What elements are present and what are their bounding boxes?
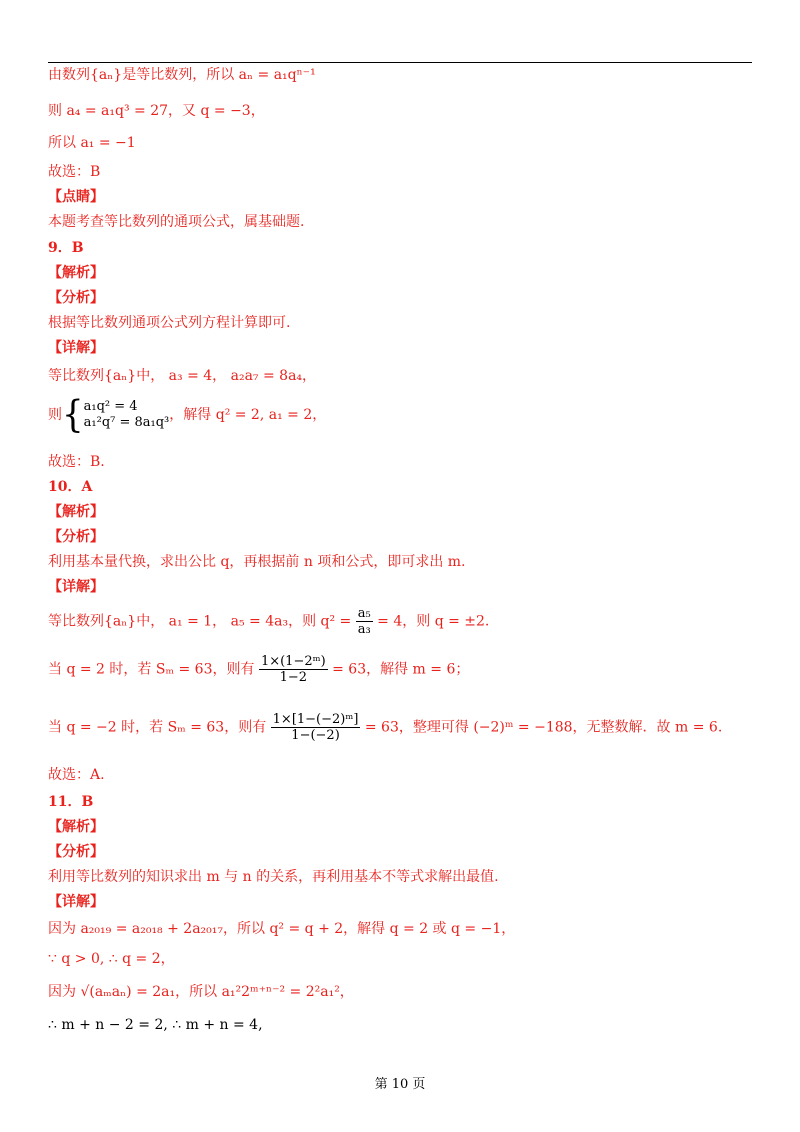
line-2	[48, 102, 265, 120]
line-22-part-a: 当 q = −2 时，若 Sₘ = 63，则有	[48, 719, 267, 736]
line-20	[48, 606, 489, 637]
question-10-answer: 10．A	[48, 479, 93, 495]
line-2-part-b: 又 q = −3，	[182, 103, 265, 119]
line-13-suffix: ，解得 q² = 2, a₁ = 2，	[169, 407, 327, 423]
section-xiangjie-11: 【详解】	[48, 894, 104, 910]
fraction-denominator: a₃	[357, 622, 371, 637]
section-dianjing: 【点睛】	[48, 189, 104, 205]
line-22-part-b: = 63，整理可得 (−2)ᵐ = −188，无整数解．故 m = 6.	[364, 719, 723, 736]
section-fenxi-10: 【分析】	[48, 529, 104, 545]
question-11-answer: 11．B	[48, 794, 94, 810]
line-32: ∴ m + n − 2 = 2, ∴ m + n = 4,	[48, 1017, 263, 1033]
fraction-sum-qneg2	[271, 712, 361, 743]
fraction-denominator: 1−2	[279, 670, 308, 685]
line-21-part-a: 当 q = 2 时，若 Sₘ = 63，则有	[48, 661, 255, 678]
line-22	[48, 712, 722, 743]
line-3: 所以 a₁ = −1	[48, 135, 136, 151]
line-18: 利用基本量代换，求出公比 q，再根据前 n 项和公式，即可求出 m.	[48, 554, 466, 570]
line-2-part-a: 则 a₄ = a₁q³ = 27，	[48, 103, 183, 119]
system-eq-1: a₁q² = 4	[83, 399, 138, 414]
fraction-numerator: 1×(1−2ᵐ)	[260, 654, 326, 669]
line-23: 故选：A.	[48, 767, 105, 783]
line-21	[48, 654, 469, 685]
line-13-prefix: 则	[48, 407, 62, 423]
fraction-sum-q2	[259, 654, 328, 685]
line-20-part-a: 等比数列{aₙ}中， a₁ = 1， a₅ = 4a₃，则 q² =	[48, 613, 352, 630]
line-1: 由数列{aₙ}是等比数列，所以 aₙ = a₁qⁿ⁻¹	[48, 67, 316, 83]
header-rule	[48, 62, 752, 63]
fraction-denominator: 1−(−2)	[291, 728, 340, 743]
line-30: ∵ q > 0, ∴ q = 2，	[48, 951, 175, 967]
line-12: 等比数列{aₙ}中， a₃ = 4， a₂a₇ = 8a₄，	[48, 368, 317, 384]
section-jiexi-11: 【解析】	[48, 819, 104, 835]
line-14: 故选：B.	[48, 454, 105, 470]
line-20-part-b: = 4，则 q = ±2.	[377, 613, 490, 630]
section-jiexi-10: 【解析】	[48, 504, 104, 520]
line-4: 故选：B	[48, 164, 101, 180]
fraction-numerator: a₅	[357, 606, 371, 621]
line-29: 因为 a₂₀₁₉ = a₂₀₁₈ + 2a₂₀₁₇，所以 q² = q + 2，解得 q = 2 或 q = −1，	[48, 921, 516, 937]
section-xiangjie-9: 【详解】	[48, 340, 104, 356]
equation-system	[84, 399, 170, 431]
question-9-answer: 9．B	[48, 240, 84, 256]
left-brace: {	[62, 393, 84, 437]
line-31: 因为 √(aₘaₙ) = 2a₁，所以 a₁²2ᵐ⁺ⁿ⁻² = 2²a₁²，	[48, 984, 354, 1000]
line-13-system	[48, 393, 327, 442]
system-eq-2: a₁²q⁷ = 8a₁q³	[83, 415, 170, 430]
page-number: 第 10 页	[374, 1077, 426, 1092]
line-27: 利用等比数列的知识求出 m 与 n 的关系，再利用基本不等式求解出最值.	[48, 869, 499, 885]
fraction-numerator: 1×[1−(−2)ᵐ]	[272, 712, 359, 727]
line-21-part-b: = 63，解得 m = 6；	[332, 661, 470, 678]
section-jiexi-9: 【解析】	[48, 265, 104, 281]
section-fenxi-11: 【分析】	[48, 844, 104, 860]
section-xiangjie-10: 【详解】	[48, 579, 104, 595]
fraction-q-squared	[356, 606, 373, 637]
section-fenxi-9: 【分析】	[48, 290, 104, 306]
line-10: 根据等比数列通项公式列方程计算即可.	[48, 315, 291, 331]
line-6: 本题考查等比数列的通项公式，属基础题.	[48, 214, 305, 230]
